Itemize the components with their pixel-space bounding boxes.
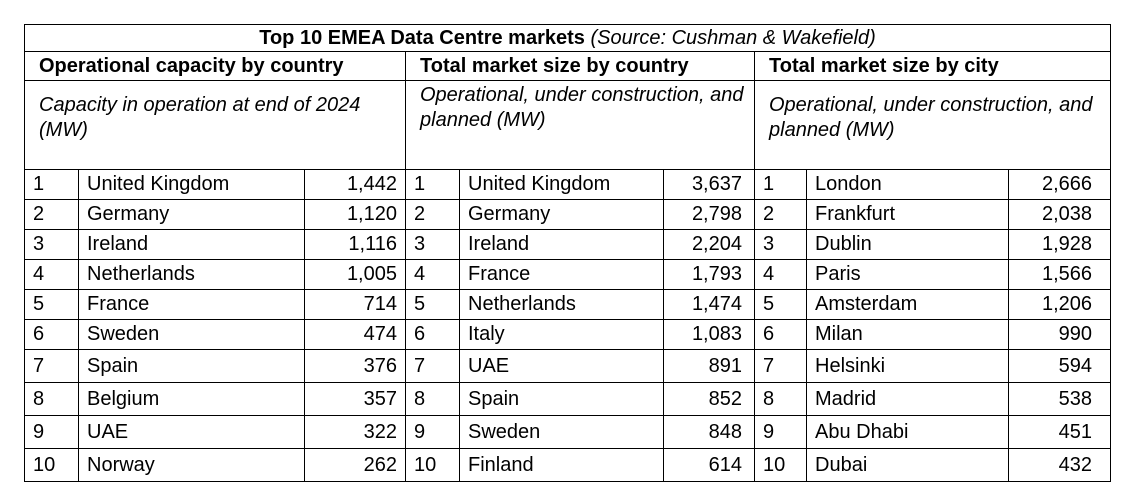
name-cell: Sweden: [460, 416, 664, 449]
rank-cell: 10: [406, 449, 460, 482]
rank-cell: 3: [406, 230, 460, 260]
name-cell: Spain: [79, 350, 305, 383]
value-cell: 1,793: [664, 260, 755, 290]
name-cell: Germany: [79, 200, 305, 230]
rank-cell: 8: [25, 383, 79, 416]
table-row: [25, 383, 1111, 416]
name-cell: UAE: [79, 416, 305, 449]
name-cell: Italy: [460, 320, 664, 350]
table-row: [25, 200, 1111, 230]
rank-cell: 5: [755, 290, 807, 320]
name-cell: Norway: [79, 449, 305, 482]
rank-cell: 1: [406, 170, 460, 200]
value-cell: 2,798: [664, 200, 755, 230]
rank-cell: 10: [25, 449, 79, 482]
name-cell: Dubai: [807, 449, 1009, 482]
name-cell: Paris: [807, 260, 1009, 290]
table-row: [25, 230, 1111, 260]
name-cell: Spain: [460, 383, 664, 416]
name-cell: United Kingdom: [79, 170, 305, 200]
value-cell: 848: [664, 416, 755, 449]
name-cell: Netherlands: [460, 290, 664, 320]
markets-table: [24, 24, 1111, 482]
rank-cell: 2: [755, 200, 807, 230]
name-cell: France: [460, 260, 664, 290]
value-cell: 594: [1009, 350, 1111, 383]
value-cell: 262: [305, 449, 406, 482]
heading-capacity-by-country: Operational capacity by country: [25, 52, 406, 81]
column-heading-row: [25, 52, 1111, 81]
rank-cell: 4: [406, 260, 460, 290]
value-cell: 1,116: [305, 230, 406, 260]
value-cell: 614: [664, 449, 755, 482]
rank-cell: 9: [25, 416, 79, 449]
name-cell: United Kingdom: [460, 170, 664, 200]
value-cell: 1,120: [305, 200, 406, 230]
value-cell: 474: [305, 320, 406, 350]
subheading-market-size-by-city: Operational, under construction, and planned (MW): [755, 81, 1111, 170]
value-cell: 1,005: [305, 260, 406, 290]
rank-cell: 8: [755, 383, 807, 416]
rank-cell: 10: [755, 449, 807, 482]
rank-cell: 5: [406, 290, 460, 320]
value-cell: 3,637: [664, 170, 755, 200]
value-cell: 714: [305, 290, 406, 320]
rank-cell: 3: [755, 230, 807, 260]
name-cell: London: [807, 170, 1009, 200]
rank-cell: 6: [25, 320, 79, 350]
name-cell: Amsterdam: [807, 290, 1009, 320]
value-cell: 2,204: [664, 230, 755, 260]
rank-cell: 9: [406, 416, 460, 449]
value-cell: 2,038: [1009, 200, 1111, 230]
name-cell: Ireland: [460, 230, 664, 260]
rank-cell: 1: [755, 170, 807, 200]
rank-cell: 1: [25, 170, 79, 200]
name-cell: Sweden: [79, 320, 305, 350]
name-cell: Netherlands: [79, 260, 305, 290]
name-cell: Frankfurt: [807, 200, 1009, 230]
source-text: (Source: Cushman & Wakefield): [590, 26, 876, 49]
name-cell: Madrid: [807, 383, 1009, 416]
table-row: [25, 260, 1111, 290]
rank-cell: 3: [25, 230, 79, 260]
rank-cell: 6: [755, 320, 807, 350]
value-cell: 1,566: [1009, 260, 1111, 290]
value-cell: 2,666: [1009, 170, 1111, 200]
rank-cell: 4: [755, 260, 807, 290]
table-row: [25, 320, 1111, 350]
name-cell: Germany: [460, 200, 664, 230]
rank-cell: 7: [406, 350, 460, 383]
rank-cell: 8: [406, 383, 460, 416]
value-cell: 376: [305, 350, 406, 383]
rank-cell: 2: [406, 200, 460, 230]
name-cell: UAE: [460, 350, 664, 383]
rank-cell: 6: [406, 320, 460, 350]
subheading-capacity-by-country: Capacity in operation at end of 2024 (MW): [25, 81, 406, 170]
column-subheading-row: [25, 81, 1111, 170]
name-cell: Finland: [460, 449, 664, 482]
table-row: [25, 290, 1111, 320]
value-cell: 322: [305, 416, 406, 449]
value-cell: 432: [1009, 449, 1111, 482]
value-cell: 990: [1009, 320, 1111, 350]
table-row: [25, 350, 1111, 383]
name-cell: Dublin: [807, 230, 1009, 260]
value-cell: 1,206: [1009, 290, 1111, 320]
name-cell: France: [79, 290, 305, 320]
name-cell: Ireland: [79, 230, 305, 260]
title-text: Top 10 EMEA Data Centre markets: [259, 26, 585, 49]
value-cell: 357: [305, 383, 406, 416]
name-cell: Belgium: [79, 383, 305, 416]
value-cell: 1,474: [664, 290, 755, 320]
value-cell: 1,083: [664, 320, 755, 350]
rank-cell: 5: [25, 290, 79, 320]
rank-cell: 2: [25, 200, 79, 230]
heading-market-size-by-country: Total market size by country: [406, 52, 755, 81]
table-row: [25, 416, 1111, 449]
subheading-market-size-by-country: Operational, under construction, and planned (MW): [406, 81, 755, 170]
rank-cell: 7: [755, 350, 807, 383]
table-row: [25, 170, 1111, 200]
rank-cell: 4: [25, 260, 79, 290]
table-row: [25, 449, 1111, 482]
name-cell: Milan: [807, 320, 1009, 350]
rank-cell: 9: [755, 416, 807, 449]
name-cell: Abu Dhabi: [807, 416, 1009, 449]
table-title-row: [25, 25, 1111, 52]
rank-cell: 7: [25, 350, 79, 383]
value-cell: 852: [664, 383, 755, 416]
value-cell: 1,442: [305, 170, 406, 200]
heading-market-size-by-city: Total market size by city: [755, 52, 1111, 81]
value-cell: 891: [664, 350, 755, 383]
name-cell: Helsinki: [807, 350, 1009, 383]
table-title: [25, 25, 1111, 52]
value-cell: 451: [1009, 416, 1111, 449]
value-cell: 1,928: [1009, 230, 1111, 260]
value-cell: 538: [1009, 383, 1111, 416]
